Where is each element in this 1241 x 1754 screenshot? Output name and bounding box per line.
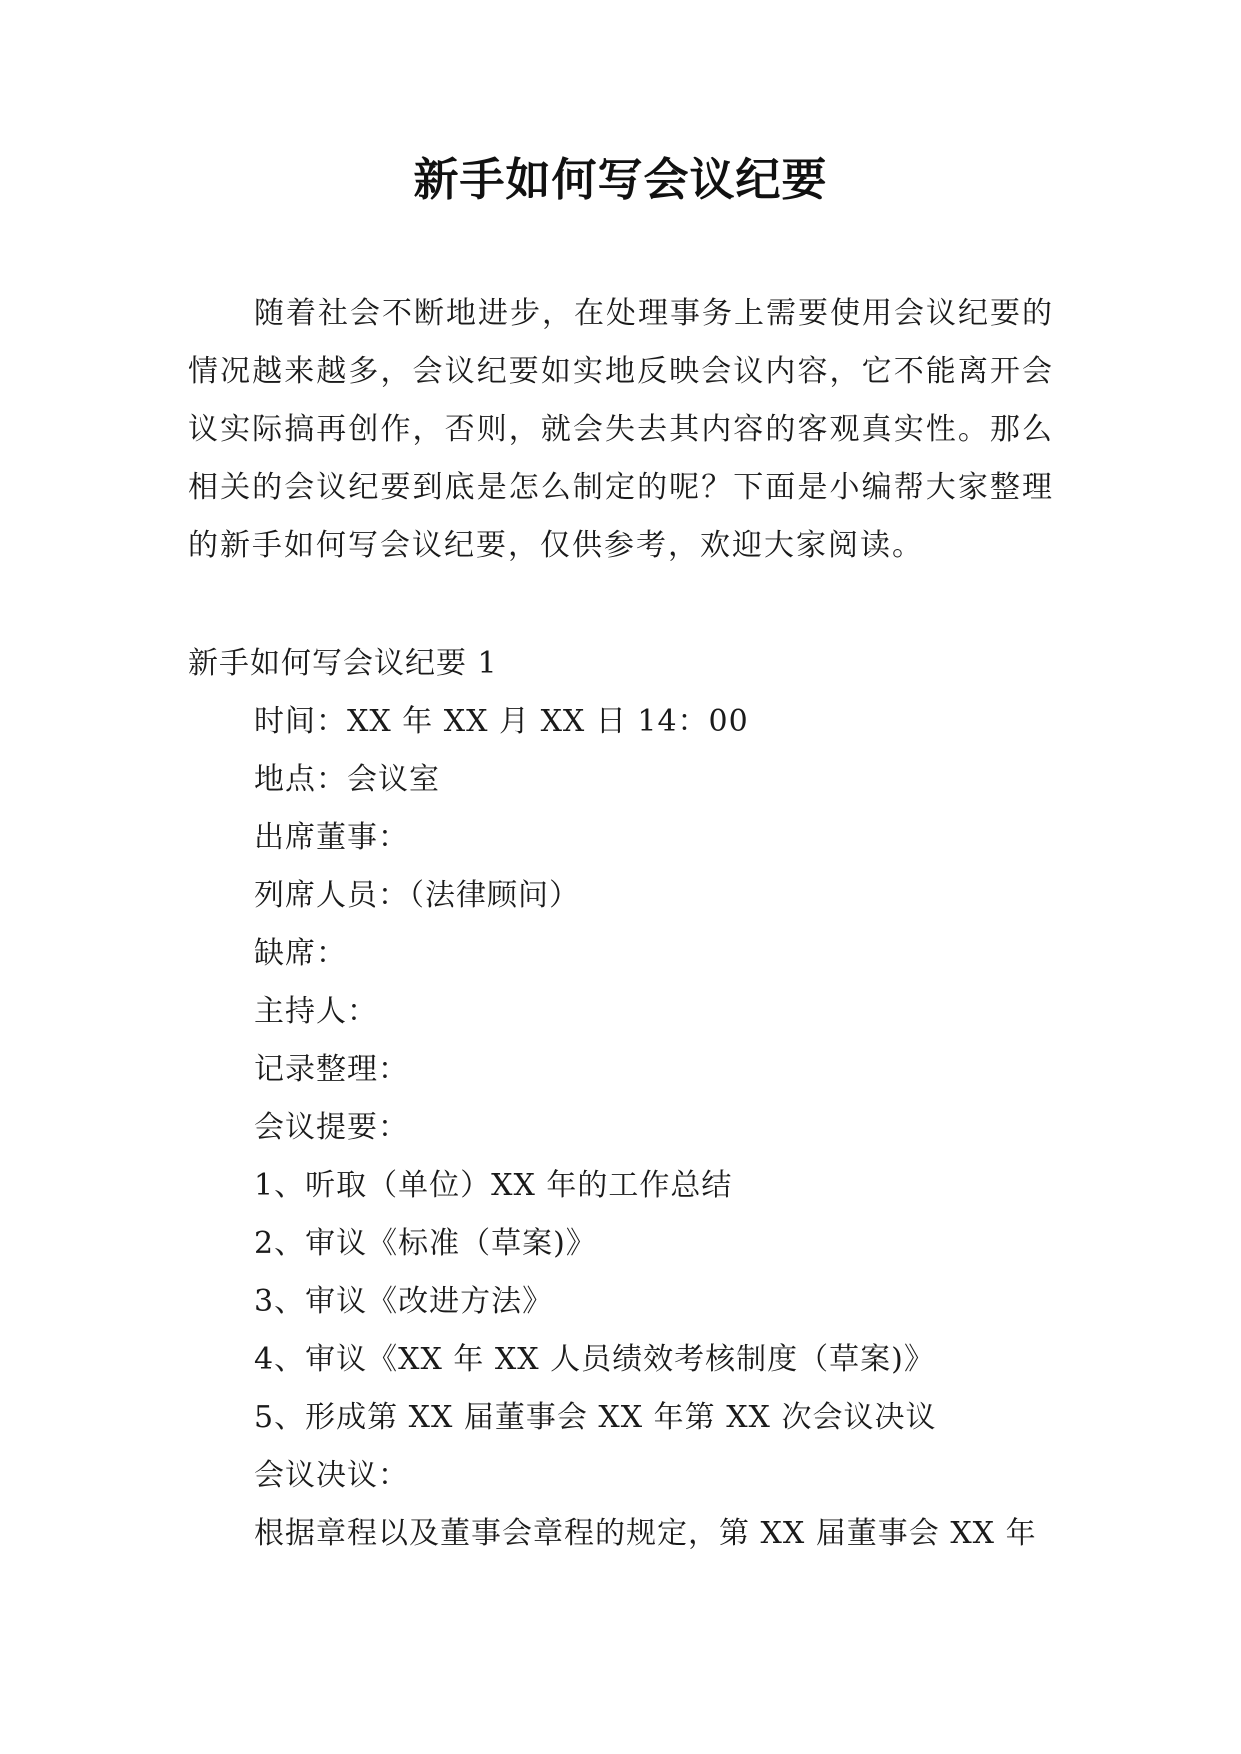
resolution-heading: 会议决议： xyxy=(254,1458,409,1493)
agenda-item-1: 1、听取（单位）XX 年的工作总结 xyxy=(254,1168,733,1203)
location-line: 地点：会议室 xyxy=(254,762,440,797)
document-title: 新手如何写会议纪要 xyxy=(413,153,828,206)
agenda-heading: 会议提要： xyxy=(254,1110,409,1145)
time-line: 时间：XX 年 XX 月 XX 日 14：00 xyxy=(254,704,749,739)
agenda-item-3: 3、审议《改进方法》 xyxy=(254,1284,554,1319)
agenda-item-2: 2、审议《标准（草案)》 xyxy=(254,1226,597,1261)
meeting-minutes-lines xyxy=(254,693,1054,1563)
resolution-text: 根据章程以及董事会章程的规定，第 XX 届董事会 XX 年 xyxy=(254,1516,1037,1551)
attending-directors-line: 出席董事： xyxy=(254,820,409,855)
intro-paragraph: 随着社会不断地进步，在处理事务上需要使用会议纪要的情况越来越多，会议纪要如实地反映会议内容，它不能离开会议实际搞再创作，否则，就会失去其内容的客观真实性。那么相关的会议纪要到底是怎么制定的呢？下面是小编帮大家整理的新手如何写会议纪要，仅供参考，欢迎大家阅读。 xyxy=(188,296,1054,563)
observers-line: 列席人员：（法律顾问） xyxy=(254,878,580,913)
host-line: 主持人： xyxy=(254,994,378,1029)
absent-line: 缺席： xyxy=(254,936,347,971)
agenda-item-5: 5、形成第 XX 届董事会 XX 年第 XX 次会议决议 xyxy=(254,1400,937,1435)
agenda-item-4: 4、审议《XX 年 XX 人员绩效考核制度（草案)》 xyxy=(254,1342,935,1377)
section-title: 新手如何写会议纪要 1 xyxy=(188,646,498,681)
recorder-line: 记录整理： xyxy=(254,1052,409,1087)
